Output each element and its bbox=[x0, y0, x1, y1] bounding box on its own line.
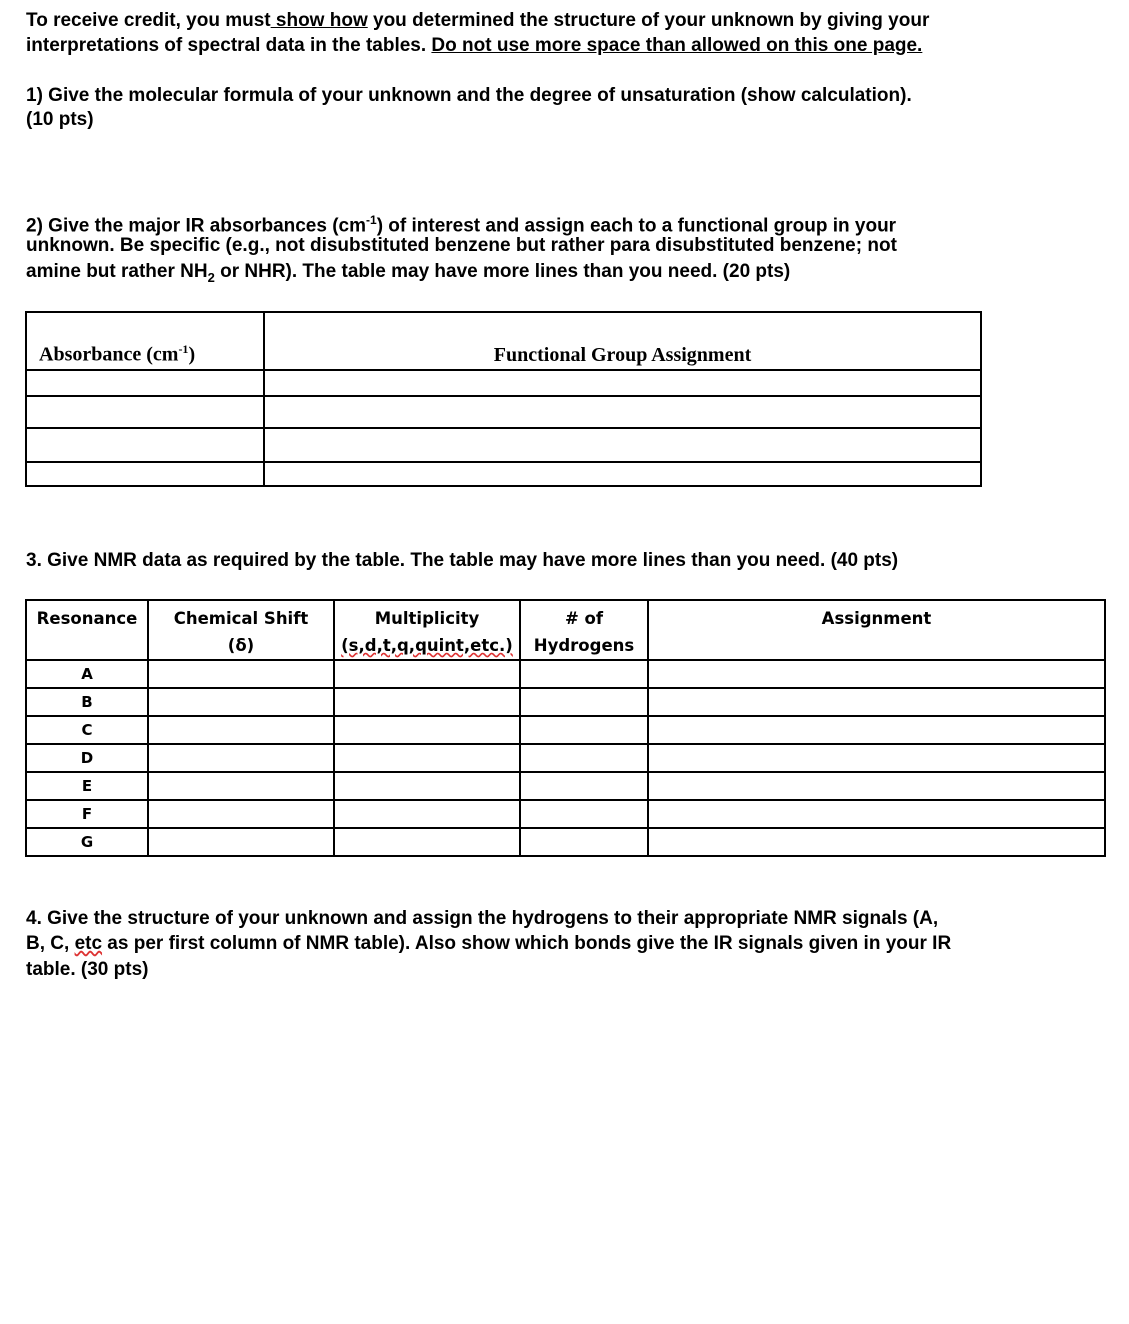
chemical-shift-cell[interactable] bbox=[148, 688, 334, 716]
table-row bbox=[26, 370, 981, 396]
chemical-shift-cell[interactable] bbox=[148, 660, 334, 688]
hydrogens-cell[interactable] bbox=[520, 660, 648, 688]
assignment-cell[interactable] bbox=[648, 828, 1105, 856]
table-row bbox=[26, 428, 981, 462]
intro-line-2 bbox=[26, 33, 922, 58]
hydrogens-cell[interactable] bbox=[520, 800, 648, 828]
header-hydrogens bbox=[520, 600, 648, 660]
intro-line-1 bbox=[26, 8, 929, 33]
nmr-table bbox=[25, 599, 1106, 857]
q4-text: B, C, bbox=[26, 933, 75, 954]
intro-underline: Do not use more space than allowed on this one page. bbox=[431, 35, 923, 56]
chemical-shift-cell[interactable] bbox=[148, 828, 334, 856]
multiplicity-cell[interactable] bbox=[334, 800, 520, 828]
ir-header-absorbance bbox=[26, 312, 264, 370]
hydrogens-cell[interactable] bbox=[520, 688, 648, 716]
header-multiplicity bbox=[334, 600, 520, 660]
intro-underline: show how bbox=[270, 10, 368, 31]
table-row bbox=[26, 396, 981, 428]
hydrogens-cell[interactable] bbox=[520, 828, 648, 856]
assignment-cell[interactable] bbox=[264, 428, 981, 462]
multiplicity-cell[interactable] bbox=[334, 828, 520, 856]
multiplicity-cell[interactable] bbox=[334, 772, 520, 800]
assignment-cell[interactable] bbox=[264, 396, 981, 428]
assignment-cell[interactable] bbox=[264, 462, 981, 486]
assignment-cell[interactable] bbox=[648, 660, 1105, 688]
table-row bbox=[26, 800, 1105, 828]
multiplicity-cell[interactable] bbox=[334, 660, 520, 688]
q4-line-2 bbox=[26, 931, 951, 956]
header-text: (δ) bbox=[227, 636, 255, 655]
table-row bbox=[26, 462, 981, 486]
chemical-shift-cell[interactable] bbox=[148, 772, 334, 800]
q2-sub: 2 bbox=[207, 269, 215, 285]
q2-text: ) of interest and assign each to a functional group in your bbox=[376, 215, 897, 237]
intro-text: interpretations of spectral data in the tables. bbox=[26, 35, 432, 56]
hydrogens-cell[interactable] bbox=[520, 772, 648, 800]
table-row bbox=[26, 772, 1105, 800]
resonance-label: B bbox=[26, 688, 148, 716]
chemical-shift-cell[interactable] bbox=[148, 716, 334, 744]
resonance-label: F bbox=[26, 800, 148, 828]
intro-text: To receive credit, you must bbox=[26, 10, 271, 31]
hydrogens-cell[interactable] bbox=[520, 744, 648, 772]
header-text: Absorbance (cm bbox=[39, 344, 179, 366]
absorbance-cell[interactable] bbox=[26, 428, 264, 462]
hydrogens-cell[interactable] bbox=[520, 716, 648, 744]
multiplicity-cell[interactable] bbox=[334, 744, 520, 772]
multiplicity-cell[interactable] bbox=[334, 688, 520, 716]
q1-line-2: (10 pts) bbox=[26, 109, 94, 130]
q4-text: etc bbox=[74, 933, 103, 954]
q4-line-1: 4. Give the structure of your unknown and assign the hydrogens to their appropriate NMR signals (A, bbox=[26, 908, 939, 929]
q1-line-1: 1) Give the molecular formula of your unknown and the degree of unsaturation (show calculation). bbox=[26, 85, 912, 106]
q2-text: 2) Give the major IR absorbances (cm bbox=[26, 215, 367, 237]
assignment-cell[interactable] bbox=[264, 370, 981, 396]
multiplicity-cell[interactable] bbox=[334, 716, 520, 744]
header-text: Hydrogens bbox=[533, 636, 635, 655]
assignment-cell[interactable] bbox=[648, 772, 1105, 800]
assignment-cell[interactable] bbox=[648, 800, 1105, 828]
header-text: (s,d,t,q,quint,etc.) bbox=[341, 636, 513, 655]
table-row bbox=[26, 744, 1105, 772]
assignment-cell[interactable] bbox=[648, 744, 1105, 772]
absorbance-cell[interactable] bbox=[26, 370, 264, 396]
table-row bbox=[26, 688, 1105, 716]
q3-text: 3. Give NMR data as required by the table. The table may have more lines than you need. (40 pts) bbox=[26, 550, 899, 571]
resonance-label: E bbox=[26, 772, 148, 800]
resonance-label: D bbox=[26, 744, 148, 772]
absorbance-cell[interactable] bbox=[26, 396, 264, 428]
q4-text: as per first column of NMR table). Also show which bonds give the IR signals given in your IR bbox=[102, 933, 952, 954]
header-assignment: Assignment bbox=[648, 600, 1105, 660]
assignment-cell[interactable] bbox=[648, 716, 1105, 744]
table-row bbox=[26, 716, 1105, 744]
table-row bbox=[26, 660, 1105, 688]
q2-text: amine but rather NH bbox=[26, 261, 208, 282]
q2-line-2: unknown. Be specific (e.g., not disubstituted benzene but rather para disubstituted benzene; not bbox=[26, 235, 897, 256]
header-resonance: Resonance bbox=[26, 600, 148, 660]
ir-header-assignment: Functional Group Assignment bbox=[264, 312, 981, 370]
q4-line-3: table. (30 pts) bbox=[26, 959, 149, 980]
chemical-shift-cell[interactable] bbox=[148, 744, 334, 772]
intro-text: you determined the structure of your unknown by giving your bbox=[367, 10, 930, 31]
assignment-cell[interactable] bbox=[648, 688, 1105, 716]
chemical-shift-cell[interactable] bbox=[148, 800, 334, 828]
q2-sup: -1 bbox=[366, 213, 377, 227]
ir-table bbox=[25, 311, 982, 487]
header-text: # of bbox=[564, 609, 604, 628]
header-sup: -1 bbox=[178, 342, 189, 357]
resonance-label: C bbox=[26, 716, 148, 744]
header-text: Multiplicity bbox=[374, 609, 480, 628]
header-text: Chemical Shift bbox=[173, 609, 309, 628]
resonance-label: A bbox=[26, 660, 148, 688]
q2-line-3 bbox=[26, 259, 790, 290]
header-text: ) bbox=[188, 344, 196, 366]
absorbance-cell[interactable] bbox=[26, 462, 264, 486]
q2-text: or NHR). The table may have more lines than you need. (20 pts) bbox=[214, 261, 791, 282]
resonance-label: G bbox=[26, 828, 148, 856]
table-row bbox=[26, 828, 1105, 856]
header-chemical-shift bbox=[148, 600, 334, 660]
